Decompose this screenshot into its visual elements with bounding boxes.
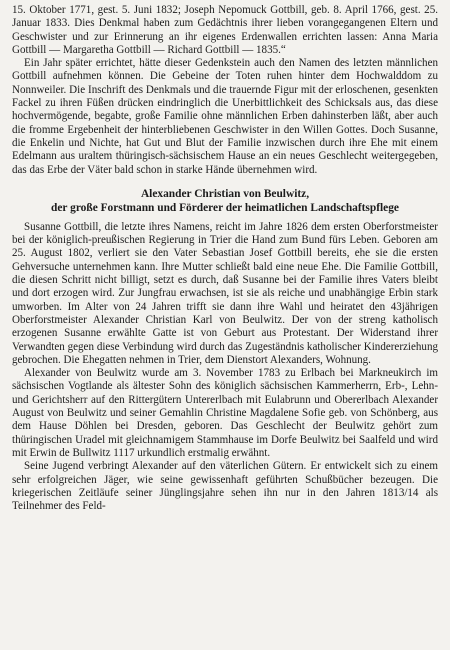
paragraph-alexander-origin: Alexander von Beulwitz wurde am 3. November 1783 zu Erlbach bei Markneukirch im sächsischen Vogtlande als ältester Sohn des königlich sächsischen Kammerherrn, Erb-, Lehn- und Gerichtsherr auf den Rittergütern Untererlbach mit Eulabrunn und Obererlbach Alexander August von Beulwitz und seiner Gemahlin Christine Magdalene Sofie geb. von Schönberg, aus dem Hause Döhlen bei Dresden, geboren. Das Geschlecht der Beulwitz gehört zum thüringischen Uradel mit gleichnamigem Stammhause im Dorfe Beulwitz bei Saalfeld und wird mit Erwin de Bullwitz 1117 urkundlich erstmalig erwähnt. <box>12 367 438 459</box>
section-heading-line-2: der große Forstmann und Förderer der heimatlichen Landschaftspflege <box>51 201 399 214</box>
section-heading <box>12 187 438 215</box>
paragraph-alexander-youth: Seine Jugend verbringt Alexander auf den väterlichen Gütern. Er entwickelt sich zu einem sehr erfolgreichen Jäger, wie seine gewissenhaft geführten Schußbücher bezeugen. Die kriegerischen Zeitläufe seiner Jünglingsjahre sehen ihn nur in den Jahren 1813/14 als Teilnehmer des Feld- <box>12 460 438 513</box>
paragraph-susanne: Susanne Gottbill, die letzte ihres Namens, reicht im Jahre 1826 dem ersten Oberforstmeister bei der königlich-preußischen Regierung in Trier die Hand zum Bund fürs Leben. Geboren am 25. August 1802, verliert sie den Vater Sebastian Josef Gottbill bereits, ehe sie die ersten Gehversuche unternehmen kann. Ihre Mutter schließt bald eine neue Ehe. Die Familie Gottbill, die diesen Schritt nicht billigt, setzt es durch, daß Susanne bei der Familie ihres Vaters bleibt und dort erzogen wird. Zur Jungfrau erwachsen, ist sie als reiche und unabhängige Erbin stark umworben. Im Alter von 24 Jahren trifft sie dann ihre Wahl und heiratet den 43jährigen Oberforstmeister Alexander Christian Karl von Beulwitz. Der von der streng katholisch erzogenen Susanne erwählte Gatte ist von Geburt aus Protestant. Der Widerstand ihrer Verwandten gegen diese Verbindung wird durch das Zugeständnis katholischer Kindererziehung gebrochen. Die Ehegatten nehmen in Trier, dem Dienstort Alexanders, Wohnung. <box>12 220 438 366</box>
paragraph-gravestone: Ein Jahr später errichtet, hätte dieser Gedenkstein auch den Namen des letzten männlichen Gottbill aufnehmen können. Die Gebeine der Toten ruhen hinter dem Hochwalddom zu Nonnweiler. Die Inschrift des Denkmals und die trauernde Figur mit der erloschenen, gesenkten Fackel zu ihren Füßen drücken eindringlich die Unerbittlichkeit des Schicksals aus, das diese hochvermögende, begabte, große Familie ohne männlichen Erben dahinsterben läßt, aber auch die fromme Ergebenheit der hinterbliebenen Geschwister in den Willen Gottes. Doch Susanne, die Enkelin und Nichte, hat Gut und Blut der Familie inzwischen durch ihre Ehe mit einem Edelmann aus uraltem thüringisch-sächsischem Hause an ein neues Geschlecht weitergegeben, das das Erbe der Väter bald schon in starke Hände übernehmen wird. <box>12 57 438 176</box>
section-heading-line-1: Alexander Christian von Beulwitz, <box>140 187 310 200</box>
paragraph-epitaph-end: 15. Oktober 1771, gest. 5. Juni 1832; Joseph Nepomuck Gottbill, geb. 8. April 1766, gest. 25. Januar 1833. Dies Denkmal haben zum Gedächtnis ihrer lieben vorangegangenen Eltern und Geschwister und zur Erinnerung an ihr eigenes Erdenwallen errichten lassen: Anna Maria Gottbill — Margaretha Gottbill — Richard Gottbill — 1835.“ <box>12 4 438 56</box>
